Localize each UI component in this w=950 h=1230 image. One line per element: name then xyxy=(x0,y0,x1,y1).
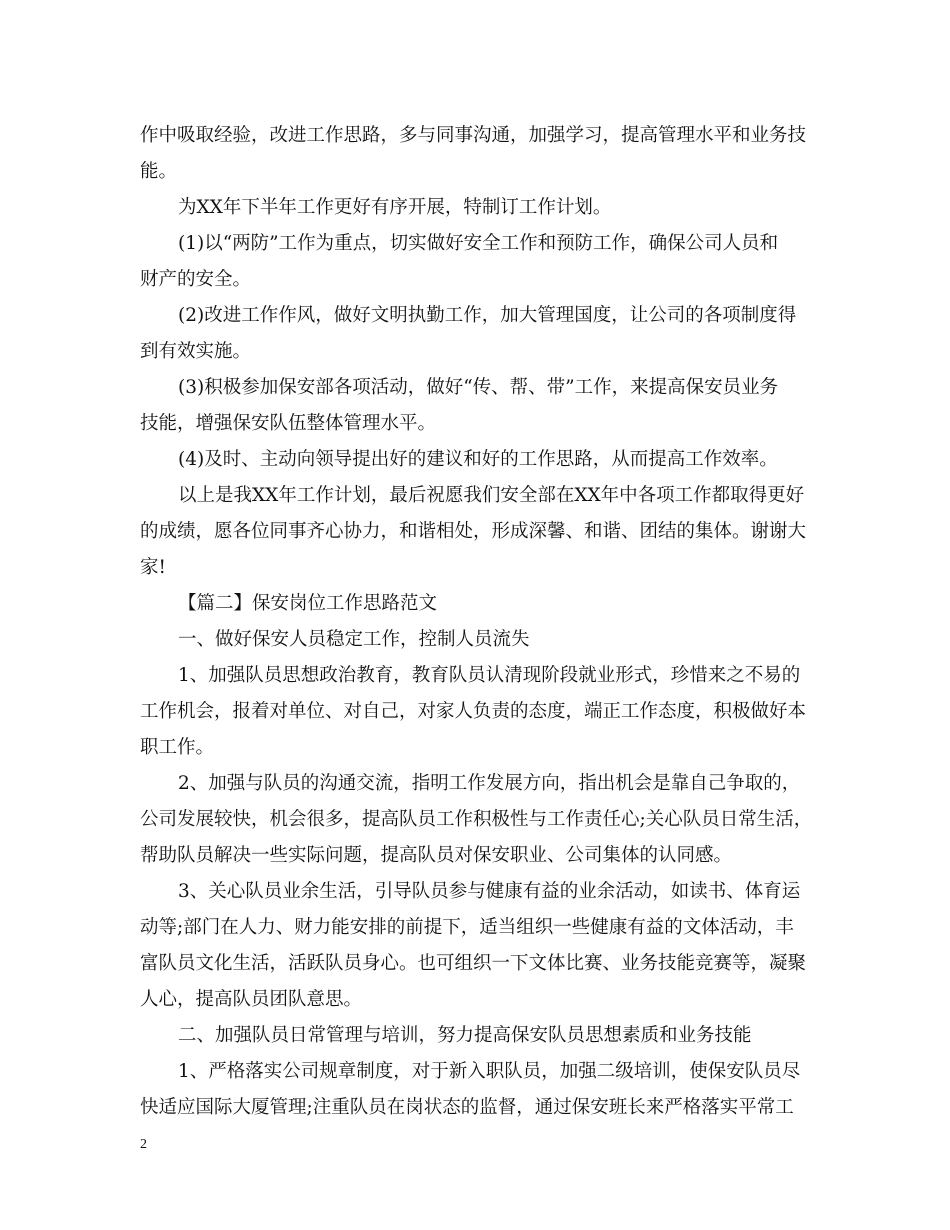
text-line: 作中吸取经验，改进工作思路，多与同事沟通，加强学习，提高管理水平和业务技 xyxy=(140,125,807,146)
text-line: 帮助队员解决一些实际问题，提高队员对保安职业、公司集体的认同感。 xyxy=(140,845,733,866)
text-line: 的成绩，愿各位同事齐心协力，和谐相处，形成深馨、和谐、团结的集体。谢谢大 xyxy=(140,521,807,542)
text-line: 公司发展较快，机会很多，提高队员工作积极性与工作责任心;关心队员日常生活， xyxy=(140,809,813,830)
text-line: 财产的安全。 xyxy=(140,269,252,290)
text-line: 2、加强与队员的沟通交流，指明工作发展方向，指出机会是靠自己争取的， xyxy=(178,773,801,794)
text-line: (3)积极参加保安部各项活动，做好“传、帮、带”工作，来提高保安员业务 xyxy=(178,377,779,398)
text-line: 技能，增强保安队伍整体管理水平。 xyxy=(140,413,437,434)
text-line: 以上是我XX年工作计划，最后祝愿我们安全部在XX年中各项工作都取得更好 xyxy=(178,485,805,506)
text-line: 为XX年下半年工作更好有序开展，特制订工作计划。 xyxy=(178,197,612,218)
text-line: 1、加强队员思想政治教育，教育队员认清现阶段就业形式，珍惜来之不易的 xyxy=(178,665,801,686)
subsection-heading: 二、加强队员日常管理与培训，努力提高保安队员思想素质和业务技能 xyxy=(178,1025,752,1046)
text-line: 快适应国际大厦管理;注重队员在岗状态的监督，通过保安班长来严格落实平常工 xyxy=(140,1097,794,1118)
text-line: 动等;部门在人力、财力能安排的前提下，适当组织一些健康有益的文体活动，丰 xyxy=(140,917,794,938)
text-line: 富队员文化生活，活跃队员身心。也可组织一下文体比赛、业务技能竞赛等，凝聚 xyxy=(140,953,807,974)
text-line: 工作机会，报着对单位、对自己，对家人负责的态度，端正工作态度，积极做好本 xyxy=(140,701,807,722)
body-text xyxy=(140,118,820,1126)
page-number: 2 xyxy=(140,1137,147,1152)
text-line: (1)以“两防”工作为重点，切实做好安全工作和预防工作，确保公司人员和 xyxy=(178,233,779,254)
text-line: 职工作。 xyxy=(140,737,215,758)
text-line: (4)及时、主动向领导提出好的建议和好的工作思路，从而提高工作效率。 xyxy=(178,449,778,470)
text-line: 1、严格落实公司规章制度，对于新入职队员，加强二级培训，使保安队员尽 xyxy=(178,1061,801,1082)
text-line: 3、关心队员业余生活，引导队员参与健康有益的业余活动，如读书、体育运 xyxy=(178,881,801,902)
text-line: (2)改进工作作风，做好文明执勤工作，加大管理国度，让公司的各项制度得 xyxy=(178,305,797,326)
text-line: 能。 xyxy=(140,161,178,182)
text-line: 到有效实施。 xyxy=(140,341,252,362)
text-line: 家! xyxy=(140,557,166,578)
section-heading: 【篇二】保安岗位工作思路范文 xyxy=(178,593,438,614)
text-line: 人心，提高队员团队意思。 xyxy=(140,989,363,1010)
subsection-heading: 一、做好保安人员稳定工作，控制人员流失 xyxy=(178,629,530,650)
